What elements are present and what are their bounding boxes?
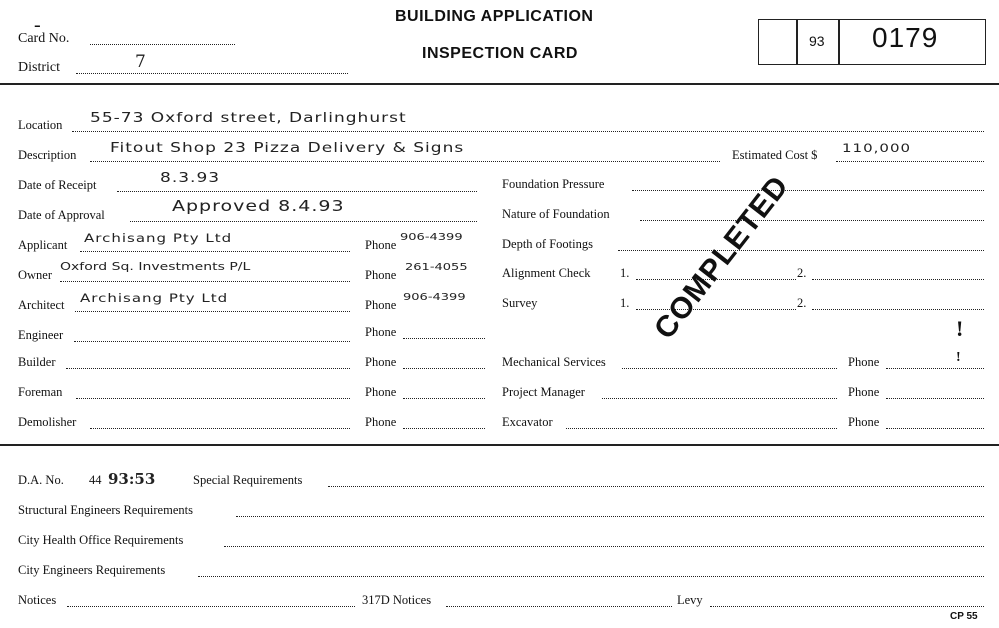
nature-foundation-field[interactable] xyxy=(640,220,984,221)
city-engineers-label: City Engineers Requirements xyxy=(18,563,166,577)
applicant-phone-value: 906-4399 xyxy=(400,231,463,243)
depth-footings-field[interactable] xyxy=(618,250,984,251)
date-approval-value: Approved 8.4.93 xyxy=(172,197,345,215)
architect-label: Architect xyxy=(18,298,65,312)
project-manager-phone-field[interactable] xyxy=(886,398,984,399)
project-manager-label: Project Manager xyxy=(502,385,585,399)
demolisher-field[interactable] xyxy=(90,428,350,429)
date-receipt-label: Date of Receipt xyxy=(18,178,97,192)
architect-phone-value: 906-4399 xyxy=(403,291,466,303)
form-title-line1: BUILDING APPLICATION xyxy=(395,8,594,25)
estimated-cost-value: 110,000 xyxy=(842,140,912,155)
owner-value: Oxford Sq. Investments P/L xyxy=(60,260,251,273)
builder-label: Builder xyxy=(18,355,56,369)
structural-field[interactable] xyxy=(236,516,984,517)
card-no-field[interactable] xyxy=(90,44,235,45)
builder-phone-label: Phone xyxy=(365,355,397,369)
foreman-phone-field[interactable] xyxy=(403,398,485,399)
description-field[interactable] xyxy=(90,161,720,162)
estimated-cost-label: Estimated Cost $ xyxy=(732,148,818,162)
middle-rule xyxy=(0,444,999,446)
alignment-check-label: Alignment Check xyxy=(502,266,591,280)
mechanical-phone-label: Phone xyxy=(848,355,880,369)
special-requirements-label: Special Requirements xyxy=(193,473,303,487)
excavator-phone-label: Phone xyxy=(848,415,880,429)
special-requirements-field[interactable] xyxy=(328,486,984,487)
architect-field[interactable] xyxy=(75,311,350,312)
alignment-num2: 2. xyxy=(797,266,807,280)
engineer-phone-field[interactable] xyxy=(403,338,485,339)
da-prefix: 44 xyxy=(89,473,102,487)
date-approval-label: Date of Approval xyxy=(18,208,105,222)
district-value: 7 xyxy=(135,52,146,72)
applicant-value: Archisang Pty Ltd xyxy=(84,230,233,245)
notices-label: Notices xyxy=(18,593,57,607)
date-receipt-value: 8.3.93 xyxy=(160,170,221,186)
owner-phone-label: Phone xyxy=(365,268,397,282)
demolisher-label: Demolisher xyxy=(18,415,77,429)
da-no-label: D.A. No. xyxy=(18,473,64,487)
health-label: City Health Office Requirements xyxy=(18,533,184,547)
mechanical-field[interactable] xyxy=(622,368,837,369)
corner-mark: - xyxy=(34,14,41,36)
survey-field-2[interactable] xyxy=(812,309,984,310)
demolisher-phone-label: Phone xyxy=(365,415,397,429)
alignment-num1: 1. xyxy=(620,266,630,280)
date-receipt-field[interactable] xyxy=(117,191,477,192)
structural-label: Structural Engineers Requirements xyxy=(18,503,193,517)
builder-field[interactable] xyxy=(66,368,350,369)
levy-field[interactable] xyxy=(710,606,984,607)
card-number-box xyxy=(758,19,986,65)
location-field[interactable] xyxy=(72,131,984,132)
location-label: Location xyxy=(18,118,63,132)
excavator-label: Excavator xyxy=(502,415,553,429)
excavator-field[interactable] xyxy=(566,428,837,429)
foreman-field[interactable] xyxy=(76,398,350,399)
builder-phone-field[interactable] xyxy=(403,368,485,369)
owner-phone-value: 261-4055 xyxy=(405,261,468,273)
card-no-label: Card No. xyxy=(18,31,70,46)
pen-mark-small: ! xyxy=(956,350,961,365)
architect-value: Archisang Pty Ltd xyxy=(80,290,229,305)
city-engineers-field[interactable] xyxy=(198,576,984,577)
applicant-phone-label: Phone xyxy=(365,238,397,252)
foundation-pressure-field[interactable] xyxy=(632,190,984,191)
foreman-label: Foreman xyxy=(18,385,63,399)
card-number-prefix: 93 xyxy=(809,33,825,49)
estimated-cost-field[interactable] xyxy=(836,161,984,162)
owner-label: Owner xyxy=(18,268,53,282)
health-field[interactable] xyxy=(224,546,984,547)
foreman-phone-label: Phone xyxy=(365,385,397,399)
survey-num1: 1. xyxy=(620,296,630,310)
notices-317d-field[interactable] xyxy=(446,606,672,607)
survey-num2: 2. xyxy=(797,296,807,310)
demolisher-phone-field[interactable] xyxy=(403,428,485,429)
foundation-pressure-label: Foundation Pressure xyxy=(502,177,605,191)
alignment-field-2[interactable] xyxy=(812,279,984,280)
mechanical-label: Mechanical Services xyxy=(502,355,606,369)
owner-field[interactable] xyxy=(60,281,350,282)
architect-phone-label: Phone xyxy=(365,298,397,312)
levy-label: Levy xyxy=(677,593,703,607)
notices-field[interactable] xyxy=(67,606,355,607)
district-label: District xyxy=(18,60,60,75)
notices-317d-label: 317D Notices xyxy=(362,593,432,607)
form-title-line2: INSPECTION CARD xyxy=(422,45,578,62)
description-label: Description xyxy=(18,148,77,162)
survey-label: Survey xyxy=(502,296,538,310)
applicant-label: Applicant xyxy=(18,238,68,252)
header-rule xyxy=(0,83,999,85)
engineer-field[interactable] xyxy=(74,341,350,342)
pen-mark: ! xyxy=(956,316,964,341)
description-value: Fitout Shop 23 Pizza Delivery & Signs xyxy=(110,140,465,156)
depth-footings-label: Depth of Footings xyxy=(502,237,593,251)
engineer-phone-label: Phone xyxy=(365,325,397,339)
mechanical-phone-field[interactable] xyxy=(886,368,984,369)
excavator-phone-field[interactable] xyxy=(886,428,984,429)
district-field[interactable] xyxy=(76,73,348,74)
form-code: CP 55 xyxy=(950,611,978,622)
nature-foundation-label: Nature of Foundation xyxy=(502,207,610,221)
project-manager-phone-label: Phone xyxy=(848,385,880,399)
location-value: 55-73 Oxford street, Darlinghurst xyxy=(90,110,407,126)
engineer-label: Engineer xyxy=(18,328,64,342)
completed-stamp: COMPLETED xyxy=(648,169,796,346)
da-value: 93:53 xyxy=(108,470,156,488)
card-number: 0179 xyxy=(872,22,939,53)
date-approval-field[interactable] xyxy=(130,221,477,222)
applicant-field[interactable] xyxy=(80,251,350,252)
project-manager-field[interactable] xyxy=(602,398,837,399)
